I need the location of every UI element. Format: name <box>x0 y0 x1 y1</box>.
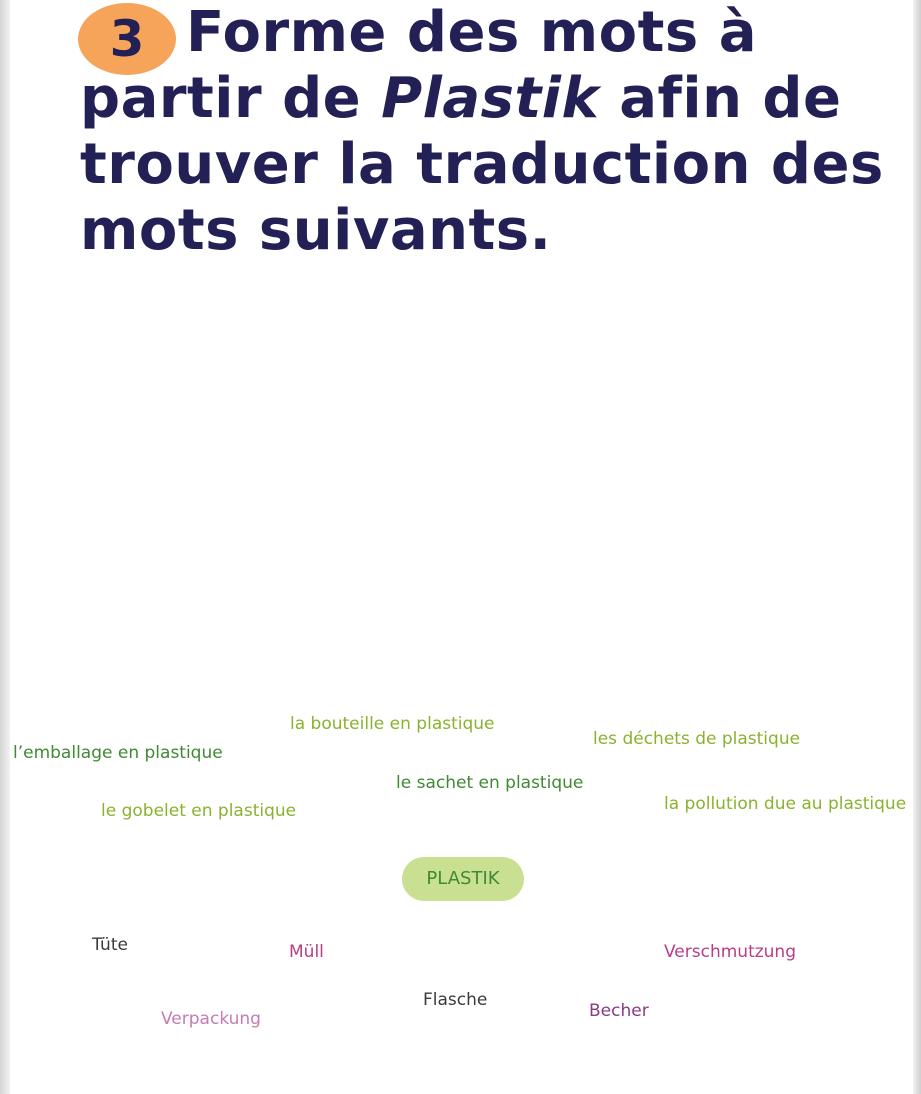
title-line-1: Forme des mots à <box>186 0 758 65</box>
german-word-mull: Müll <box>289 942 324 962</box>
french-word-pollution: la pollution due au plastique <box>664 794 907 814</box>
exercise-title <box>80 0 910 264</box>
title-emphasis-plastik: Plastik <box>381 66 600 131</box>
title-line-4: mots suivants. <box>80 198 552 263</box>
german-word-verschmutzung: Verschmutzung <box>664 942 796 962</box>
german-word-tute: Tüte <box>92 935 128 955</box>
french-word-emballage: l’emballage en plastique <box>13 743 223 763</box>
title-line-2: partir de Plastik afin de <box>80 66 842 131</box>
german-word-becher: Becher <box>589 1001 649 1021</box>
title-line-3: trouver la traduction des <box>80 132 884 197</box>
french-word-sachet: le sachet en plastique <box>396 773 584 793</box>
german-word-flasche: Flasche <box>423 990 488 1010</box>
german-word-verpackung: Verpackung <box>161 1009 261 1029</box>
center-word-plastik: PLASTIK <box>402 857 524 901</box>
exercise-number: 3 <box>109 10 145 68</box>
page-edge-right <box>913 0 921 1094</box>
french-word-gobelet: le gobelet en plastique <box>101 801 297 821</box>
page-edge-left <box>0 0 10 1094</box>
french-word-bouteille: la bouteille en plastique <box>290 714 495 734</box>
french-word-dechets: les déchets de plastique <box>593 729 801 749</box>
